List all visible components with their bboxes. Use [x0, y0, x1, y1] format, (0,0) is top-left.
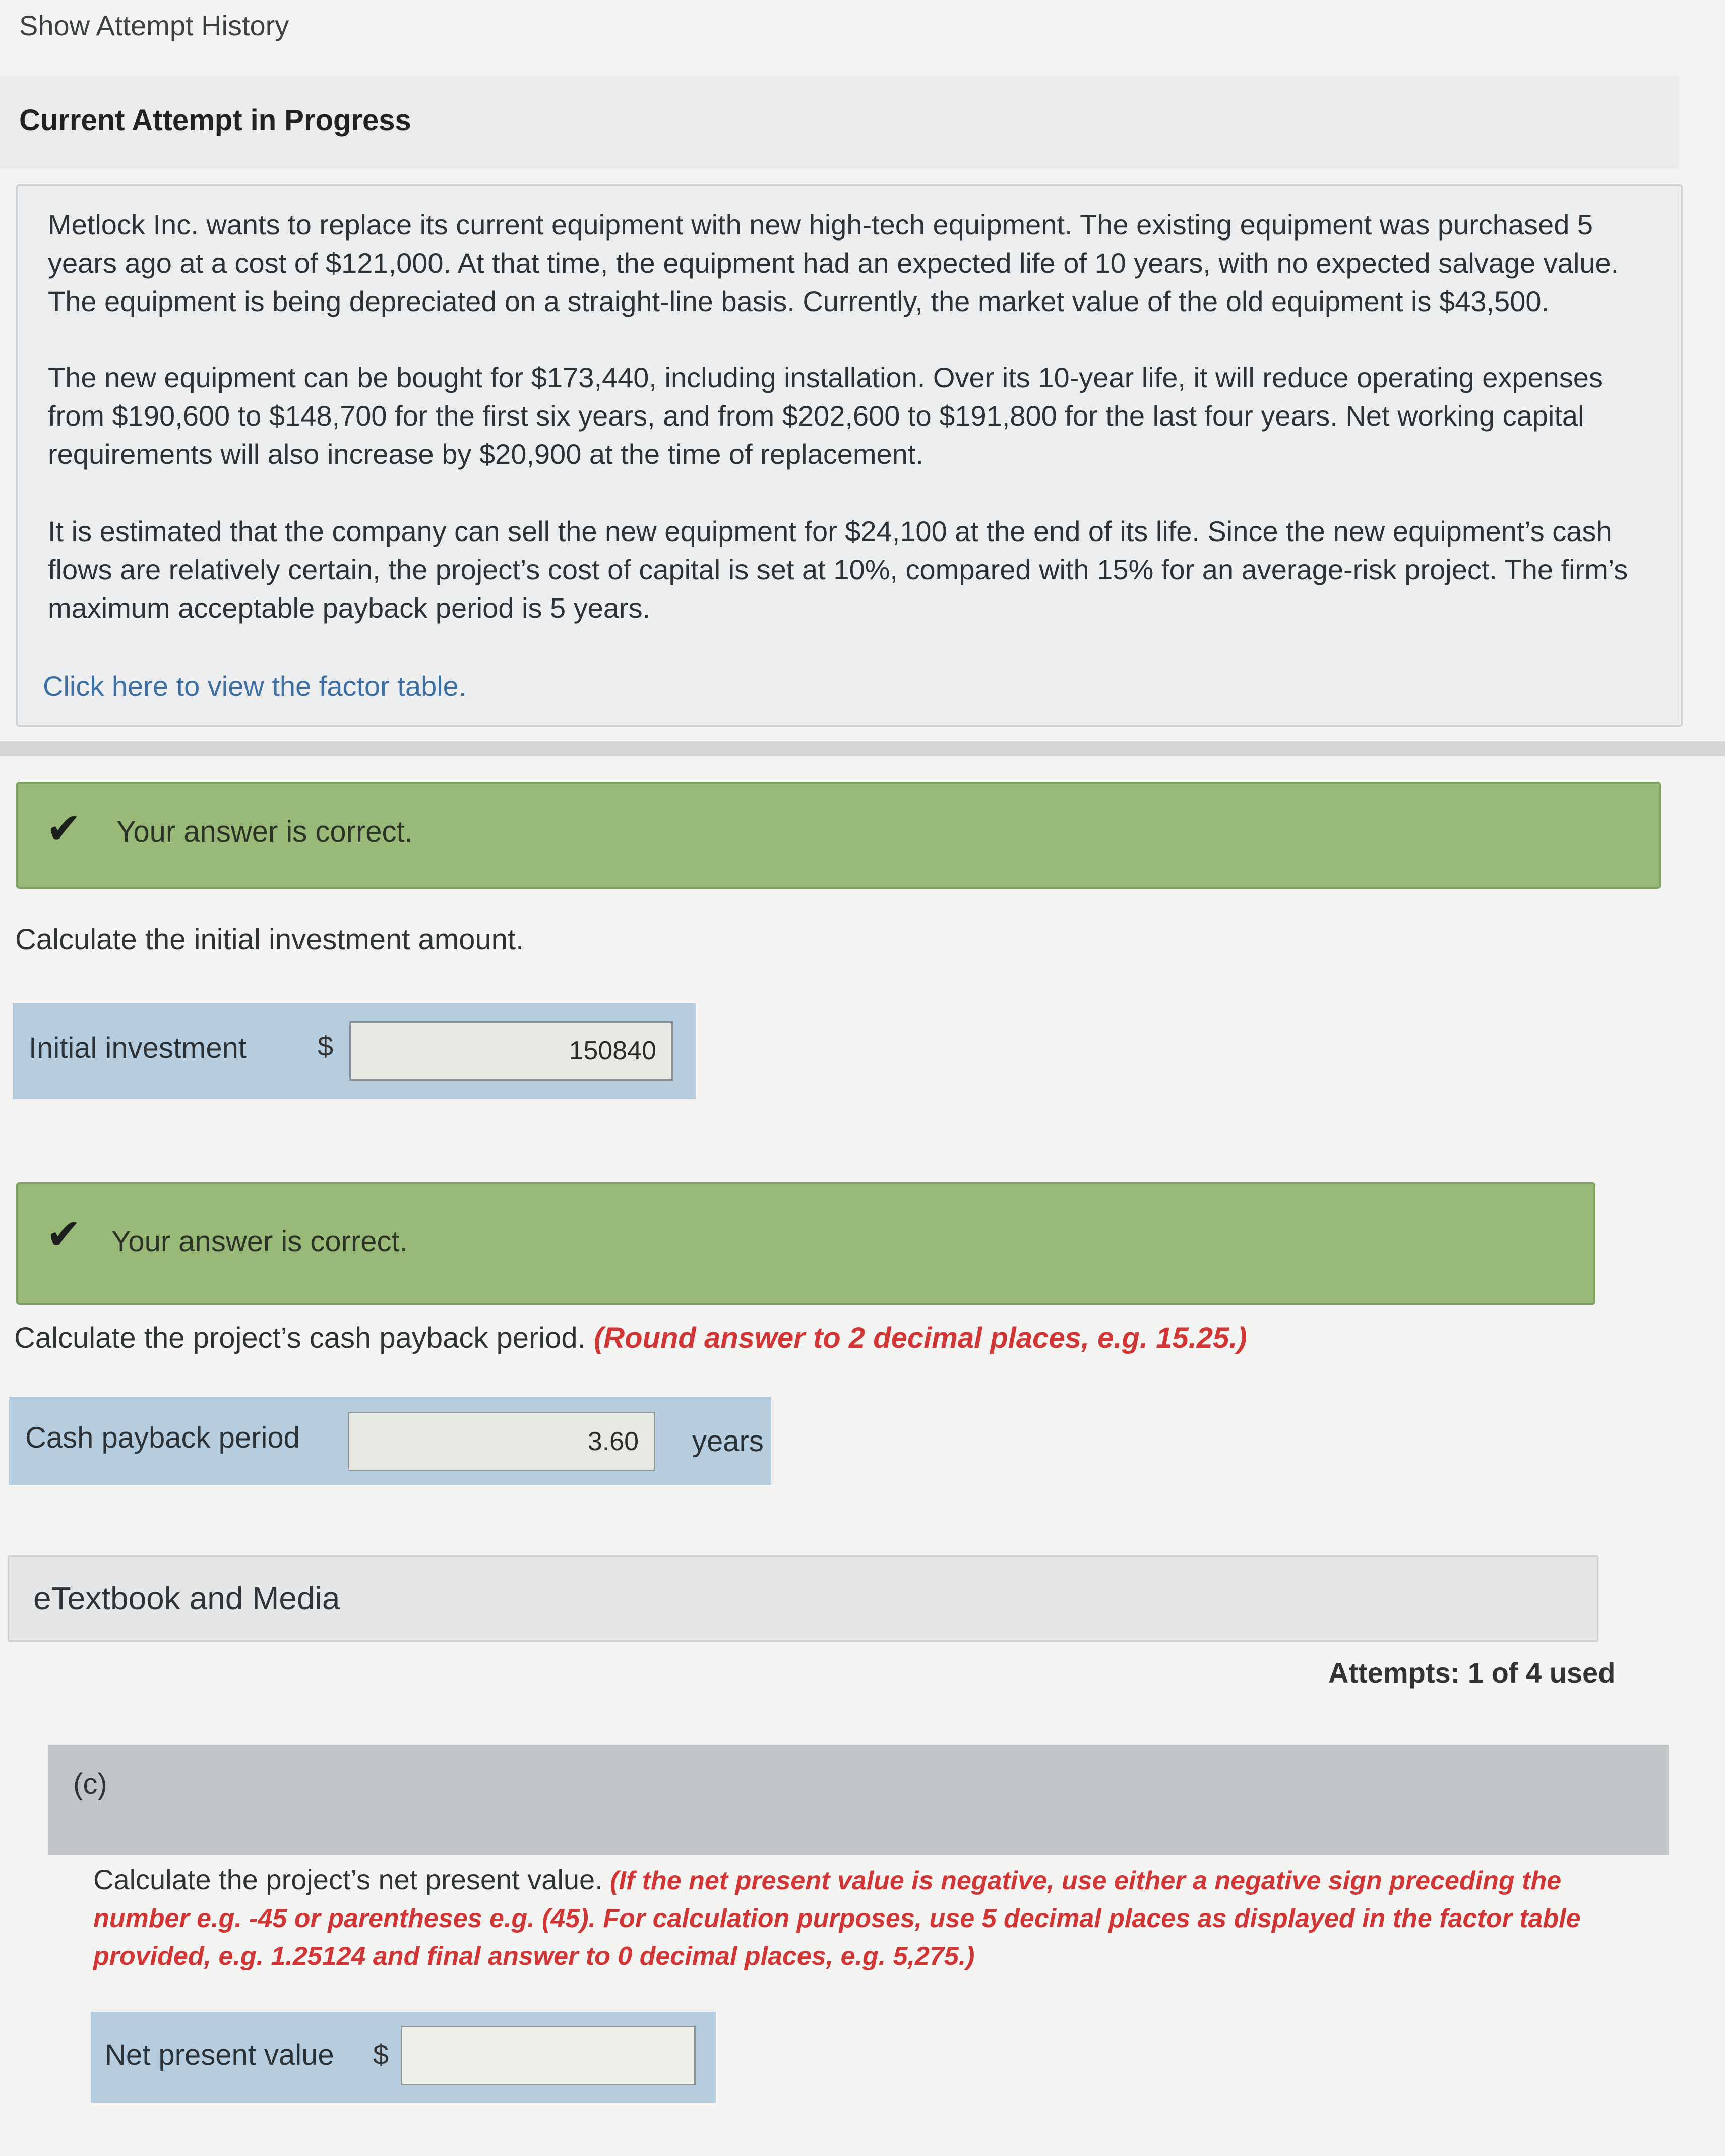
npv-row [91, 2012, 716, 2103]
part-c-label: (c) [73, 1768, 107, 1801]
correct-answer-text: Your answer is correct. [116, 815, 413, 848]
question-text: Calculate the project’s cash payback period. [14, 1322, 586, 1354]
factor-table-link[interactable]: Click here to view the factor table. [43, 670, 467, 702]
years-unit-label: years [692, 1425, 764, 1458]
initial-investment-label: Initial investment [29, 1032, 247, 1064]
question-initial-investment: Calculate the initial investment amount. [15, 923, 524, 956]
problem-paragraph-3: It is estimated that the company can sell the new equipment for $24,100 at the end of its life. Since the new equipment’s cash flows are relatively certain, the project’s cost of capital is set at 10%, compared with 15% for an average-risk project. The firm’s maximum acceptable payback period is 5 years. [48, 515, 1628, 624]
correct-answer-banner [16, 1182, 1595, 1305]
correct-answer-text: Your answer is correct. [111, 1225, 408, 1258]
current-attempt-heading: Current Attempt in Progress [19, 104, 411, 137]
correct-answer-banner [16, 782, 1661, 889]
cash-payback-label: Cash payback period [25, 1421, 300, 1454]
cash-payback-input[interactable] [348, 1412, 655, 1471]
section-divider [0, 741, 1725, 756]
checkmark-icon: ✔ [46, 805, 82, 852]
initial-investment-row [13, 1003, 696, 1099]
rounding-instruction: (Round answer to 2 decimal places, e.g. 15.25.) [593, 1322, 1247, 1354]
etextbook-media-panel[interactable] [8, 1555, 1598, 1642]
question-npv [93, 1861, 1636, 1975]
cash-payback-row [9, 1397, 771, 1485]
npv-input[interactable] [401, 2026, 696, 2085]
initial-investment-input[interactable] [349, 1021, 673, 1081]
question-cash-payback [14, 1321, 1247, 1355]
problem-statement-box [16, 184, 1683, 727]
part-c-header [48, 1745, 1669, 1855]
show-attempt-history-link[interactable]: Show Attempt History [19, 10, 289, 41]
npv-instruction: (If the net present value is negative, use either a negative sign preceding the number e.g. -45 or parentheses e.g. (45). For calculation purposes, use 5 decimal places as displayed in the factor table provided, e.g. 1.25124 and final answer to 0 decimal places, e.g. 5,275.) [93, 1866, 1581, 1971]
question-text: Calculate the project’s net present value. [93, 1864, 603, 1895]
etextbook-media-label: eTextbook and Media [33, 1580, 340, 1616]
currency-symbol: $ [318, 1030, 334, 1062]
attempts-counter: Attempts: 1 of 4 used [1328, 1657, 1616, 1689]
checkmark-icon: ✔ [46, 1211, 82, 1258]
problem-paragraph-2: The new equipment can be bought for $173,440, including installation. Over its 10-year life, it will reduce operating expenses from $190,600 to $148,700 for the first six years, and from $202,600 to $191,800 for the last four years. Net working capital requirements will also increase by $20,900 at the time of replacement. [48, 362, 1603, 470]
npv-label: Net present value [105, 2039, 334, 2071]
currency-symbol: $ [373, 2039, 389, 2070]
problem-paragraph-1: Metlock Inc. wants to replace its current equipment with new high-tech equipment. The existing equipment was purchased 5 years ago at a cost of $121,000. At that time, the equipment had an expected life of 10 years, with no expected salvage value. The equipment is being depreciated on a straight-line basis. Currently, the market value of the old equipment is $43,500. [48, 209, 1619, 317]
